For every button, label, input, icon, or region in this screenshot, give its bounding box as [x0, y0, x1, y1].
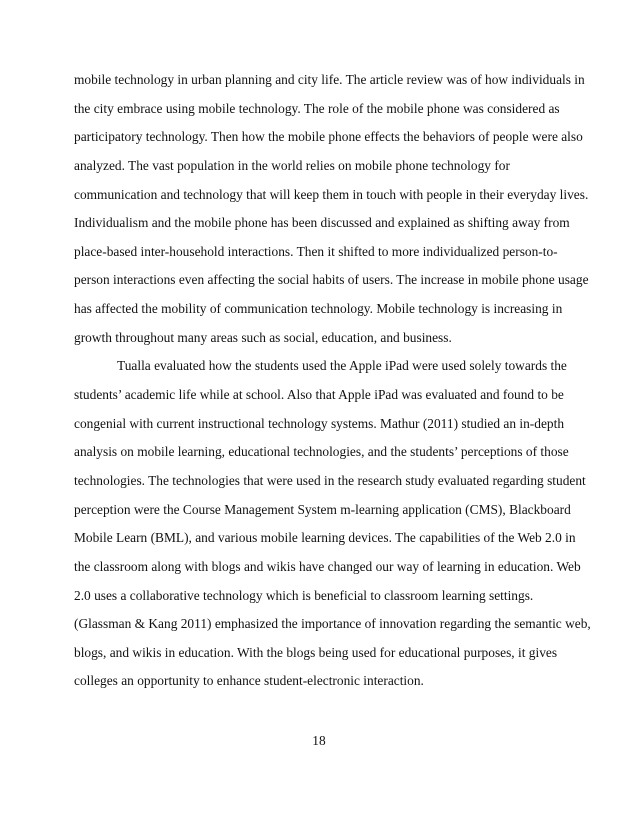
body-text: [74, 70, 591, 700]
text-line: mobile technology in urban planning and city life. The article review was of how individuals in: [74, 72, 585, 87]
text-line: 2.0 uses a collaborative technology which is beneficial to classroom learning settings.: [74, 587, 534, 603]
text-line: person interactions even affecting the social habits of users. The increase in mobile phone usage: [74, 272, 589, 288]
text-line: perception were the Course Management System m-learning application (CMS), Blackboard: [74, 501, 571, 517]
text-line: students’ academic life while at school. Also that Apple iPad was evaluated and found to be: [74, 387, 564, 403]
text-line: has affected the mobility of communication technology. Mobile technology is increasing in: [74, 301, 563, 317]
paragraph-start-line: Tualla evaluated how the students used the Apple iPad were used solely towards the: [117, 358, 567, 374]
text-line: participatory technology. Then how the mobile phone effects the behaviors of people were also: [74, 129, 583, 145]
text-line: colleges an opportunity to enhance student-electronic interaction.: [74, 673, 424, 689]
text-line: communication and technology that will keep them in touch with people in their everyday lives.: [74, 186, 589, 202]
text-line: analysis on mobile learning, educational technologies, and the students’ perceptions of those: [74, 444, 569, 460]
text-line: Individualism and the mobile phone has been discussed and explained as shifting away from: [74, 215, 570, 231]
text-line: technologies. The technologies that were used in the research study evaluated regarding student: [74, 472, 586, 488]
text-line: analyzed. The vast population in the world relies on mobile phone technology for: [74, 157, 510, 173]
text-line: (Glassman & Kang 2011) emphasized the importance of innovation regarding the semantic web,: [74, 616, 591, 632]
text-line: the classroom along with blogs and wikis have changed our way of learning in education. Web: [74, 558, 581, 574]
text-line: congenial with current instructional technology systems. Mathur (2011) studied an in-depth: [74, 415, 565, 431]
text-line: place-based inter-household interactions. Then it shifted to more individualized person-to-: [74, 243, 558, 259]
text-line: Mobile Learn (BML), and various mobile learning devices. The capabilities of the Web 2.0 in: [74, 530, 576, 546]
text-line: growth throughout many areas such as social, education, and business.: [74, 329, 452, 345]
text-line: the city embrace using mobile technology. The role of the mobile phone was considered as: [74, 100, 560, 116]
text-line: blogs, and wikis in education. With the blogs being used for educational purposes, it gives: [74, 644, 558, 660]
page-number: 18: [312, 733, 326, 748]
